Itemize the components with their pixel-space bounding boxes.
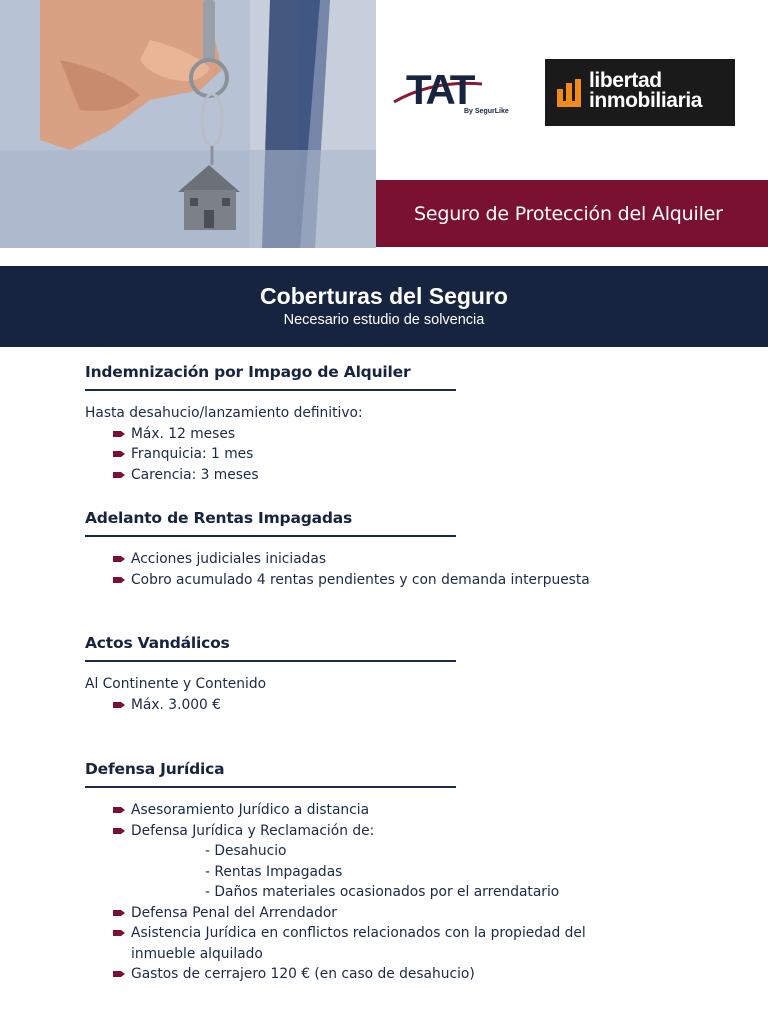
coverage-subtitle: Necesario estudio de solvencia	[283, 312, 485, 328]
libertad-inmobiliaria-logo	[545, 59, 735, 126]
list-item-text: Máx. 3.000 €	[131, 696, 221, 713]
list-item-text: Asistencia Jurídica en conflictos relacionados con la propiedad del	[131, 925, 586, 941]
list-item-text: Carencia: 3 meses	[131, 466, 259, 483]
section-list	[85, 695, 705, 716]
list-item	[113, 570, 705, 591]
arrow-bullet-icon	[113, 450, 125, 458]
libertad-logo-icon	[557, 79, 583, 107]
list-item-text: Cobro acumulado 4 rentas pendientes y con demanda interpuesta	[131, 571, 590, 588]
list-item-text: Máx. 12 meses	[131, 425, 236, 442]
tat-byline: By SegurLike	[464, 108, 509, 115]
list-item	[113, 903, 705, 924]
arrow-bullet-icon	[113, 970, 125, 978]
list-item	[113, 821, 705, 842]
section-divider	[85, 389, 456, 391]
coverage-title-band	[0, 266, 768, 347]
section-title: Adelanto de Rentas Impagadas	[85, 509, 353, 527]
list-item-text: Franquicia: 1 mes	[131, 446, 254, 462]
list-item	[113, 549, 705, 570]
arrow-bullet-icon	[113, 806, 125, 814]
libertad-logo-line2: inmobiliaria	[589, 89, 703, 112]
tat-logo-mark	[392, 66, 522, 126]
section-list	[85, 800, 705, 841]
list-item-text-continued: inmueble alquilado	[131, 945, 263, 962]
list-item	[113, 444, 705, 465]
sub-list	[85, 841, 705, 903]
arrow-bullet-icon	[113, 701, 125, 709]
arrow-bullet-icon	[113, 471, 125, 479]
arrow-bullet-icon	[113, 576, 125, 584]
coverage-title: Coberturas del Seguro	[260, 283, 508, 309]
list-item	[113, 923, 705, 964]
section-divider	[85, 535, 456, 537]
list-item-text: Defensa Penal del Arrendador	[131, 904, 337, 921]
section-list	[85, 903, 705, 985]
arrow-bullet-icon	[113, 929, 125, 937]
banner-title: Seguro de Protección del Alquiler	[414, 202, 723, 225]
svg-text:TAT: TAT	[406, 66, 473, 113]
list-item	[113, 695, 705, 716]
libertad-logo-line1: libertad	[589, 69, 662, 92]
section-divider	[85, 660, 456, 662]
sub-list-item: - Desahucio	[205, 843, 287, 859]
arrow-bullet-icon	[113, 555, 125, 563]
list-item-text: Gastos de cerrajero 120 € (en caso de desahucio)	[131, 966, 475, 982]
list-item	[113, 465, 705, 486]
sub-list-item: - Daños materiales ocasionados por el arrendatario	[205, 884, 560, 900]
arrow-bullet-icon	[113, 430, 125, 438]
list-item-text: Defensa Jurídica y Reclamación de:	[131, 822, 375, 839]
section-vandalicos	[85, 634, 705, 715]
list-item	[113, 964, 705, 985]
list-item	[113, 800, 705, 821]
tat-logo	[392, 66, 522, 126]
section-title: Indemnización por Impago de Alquiler	[85, 363, 411, 381]
section-adelanto	[85, 509, 705, 590]
sub-list-item: - Rentas Impagadas	[205, 863, 343, 880]
list-item-text: Asesoramiento Jurídico a distancia	[131, 802, 370, 818]
section-defensa-juridica	[85, 760, 705, 985]
section-divider	[85, 786, 456, 788]
section-title: Actos Vandálicos	[85, 634, 230, 652]
hand-holding-keys-illustration	[0, 0, 376, 248]
section-title: Defensa Jurídica	[85, 760, 225, 778]
header-banner	[376, 180, 768, 247]
section-list	[85, 549, 705, 590]
list-item-text: Acciones judiciales iniciadas	[131, 551, 327, 567]
section-intro: Hasta desahucio/lanzamiento definitivo:	[85, 405, 363, 421]
hero-photo	[0, 0, 376, 248]
section-intro: Al Continente y Contenido	[85, 676, 267, 692]
arrow-bullet-icon	[113, 827, 125, 835]
list-item	[113, 424, 705, 445]
arrow-bullet-icon	[113, 909, 125, 917]
section-list	[85, 424, 705, 486]
libertad-logo-wordmark	[589, 71, 702, 111]
section-impago	[85, 363, 705, 485]
